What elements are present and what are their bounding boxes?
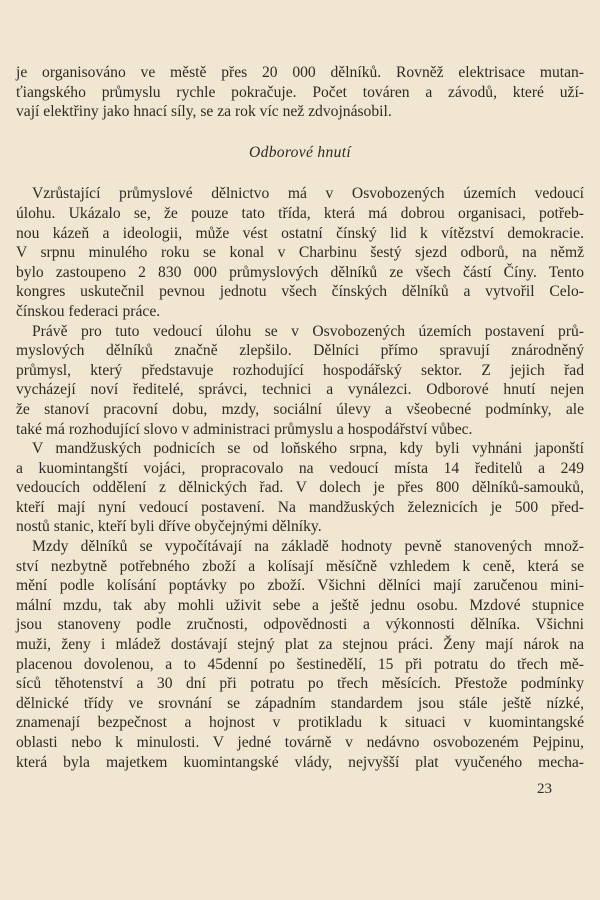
text-line: myslových dělníků značně zlepšilo. Dělníci přímo spravují znárodněný	[16, 342, 584, 360]
text-line: úlohu. Ukázalo se, že pouze tato třída, která má dobrou organisaci, potřeb-	[16, 204, 584, 222]
text-line: dělnické třídy ve srovnání se západním standardem jsou stále ještě nízké,	[16, 694, 584, 712]
text-line: mění podle kolísání poptávky po zboží. Všichni dělníci mají zaručenou mini-	[16, 577, 584, 595]
text-line: V srpnu minulého roku se konal v Charbinu šestý sjezd odborů, na němž	[16, 244, 584, 262]
text-line: nou kázeň a ideologii, může vést ostatní čínský lid k vítězství demokracie.	[16, 224, 584, 242]
text-line: bylo zastoupeno 2 830 000 průmyslových dělníků ze všech částí Číny. Tento	[16, 263, 584, 281]
paragraph	[16, 184, 584, 321]
text-line: síců těhotenství a 30 dní při potratu po třech měsících. Přestože podmínky	[16, 675, 584, 693]
text-line: a kuomintangští vojáci, propracovalo na vedoucí místa 14 ředitelů a 249	[16, 459, 584, 477]
text-line: čínskou federaci práce.	[16, 302, 161, 320]
text-line: je organisováno ve městě přes 20 000 dělníků. Rovněž elektrisace mutan-	[16, 64, 584, 81]
paragraph	[16, 439, 584, 537]
text-line: Mzdy dělníků se vypočítávají na základě hodnoty pevně stanovených množ-	[32, 538, 584, 556]
text-line: Vzrůstající průmyslové dělnictvo má v Osvobozených územích vedoucí	[32, 185, 584, 203]
page-body	[16, 63, 584, 772]
text-line: kteří mají nyní vedoucí postavení. Na mandžuských železnicích je 500 před-	[16, 498, 584, 516]
text-line: která byla majetkem kuomintangské vlády, nejvyšší plat vyučeného mecha-	[16, 753, 584, 771]
text-line: placenou dovolenou, a to 45denní po šestinedělí, 15 při potratu do třech mě-	[16, 655, 584, 673]
text-line: vají elektřiny jako hnací síly, se za rok víc než zdvojnásobil.	[16, 103, 392, 121]
text-line: V mandžuských podnicích se od loňského srpna, kdy byli vyhnáni japonští	[32, 440, 584, 458]
text-line: ťiangského průmyslu rychle pokračuje. Počet továren a závodů, které uží-	[16, 83, 584, 101]
text-line: ství nezbytně potřebného zboží a kolísají měsíčně vzhledem k ceně, která se	[16, 557, 584, 575]
text-line: kongres uskutečnil pevnou jednotu všech čínských dělníků a vytvořil Celo-	[16, 283, 584, 301]
text-line: nostů stanic, kteří byli dříve obyčejnými dělníky.	[16, 518, 322, 536]
text-line: znamenají bezpečnost a hojnost v protikladu k situaci v kuomintangské	[16, 714, 584, 732]
text-line: mální mzdu, tak aby mohli uživit sebe a ještě jednu osobu. Mzdové stupnice	[16, 596, 584, 614]
text-line: vedoucích oddělení z dělnických řad. V dolech je přes 800 dělníků-samouků,	[16, 479, 584, 497]
paragraph	[16, 537, 584, 772]
intro-paragraph	[16, 63, 584, 122]
text-line: muži, ženy i mládež dostávají stejný plat za stejnou práci. Ženy mají nárok na	[16, 636, 584, 654]
text-line: průmysl, který představuje rozhodující hospodářský sektor. Z jejich řad	[16, 361, 584, 379]
text-line: že stanoví pracovní dobu, mzdy, sociální úlevy a všeobecné podmínky, ale	[16, 400, 584, 418]
page-number: 23	[537, 781, 552, 797]
paragraph	[16, 322, 584, 440]
text-line: oblasti nebo k minulosti. V jedné továrně v nedávno osvobozeném Pejpinu,	[16, 734, 584, 751]
text-line: Právě pro tuto vedoucí úlohu se v Osvobozených územích postavení prů-	[32, 322, 584, 340]
text-line: vycházejí noví ředitelé, správci, technici a vynálezci. Odborové hnutí nejen	[16, 381, 584, 399]
section-heading: Odborové hnutí	[249, 143, 351, 161]
text-line: jsou stanoveny podle zručnosti, odpovědnosti a výkonnosti dělníka. Všichni	[16, 616, 584, 634]
text-line: také má rozhodující slovo v administraci průmyslu a hospodářství vůbec.	[16, 420, 473, 438]
